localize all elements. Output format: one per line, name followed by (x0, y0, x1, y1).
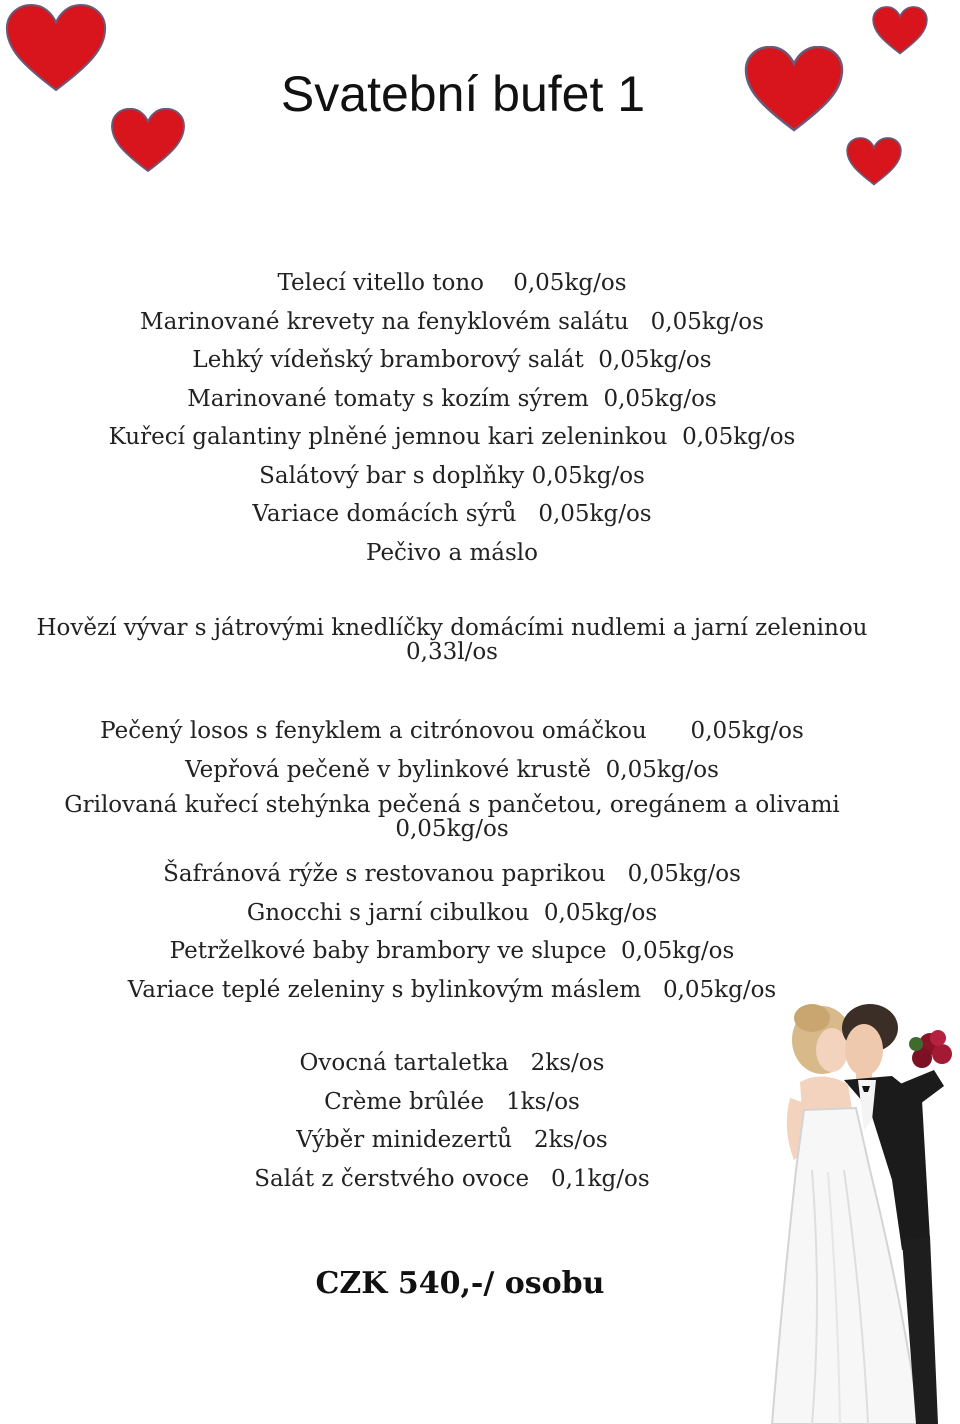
menu-item: Grilovaná kuřecí stehýnka pečená s pančetou, oregánem a olivami 0,05kg/os (64, 792, 840, 842)
menu-item: Petrželkové baby brambory ve slupce 0,05kg/os (169, 938, 735, 964)
menu-item: Marinované tomaty s kozím sýrem 0,05kg/os (187, 385, 717, 412)
menu-item: Hovězí vývar s játrovými knedlíčky domácími nudlemi a jarní zeleninou 0,33l/os (36, 615, 868, 665)
menu-item: Ovocná tartaletka 2ks/os (299, 1050, 605, 1076)
main-course-section (0, 712, 904, 1009)
menu-item: Šafránová rýže s restovanou paprikou 0,05kg/os (163, 861, 741, 887)
menu-item: Variace teplé zeleniny s bylinkovým máslem 0,05kg/os (127, 976, 777, 1003)
menu-item: Salát z čerstvého ovoce 0,1kg/os (254, 1165, 650, 1192)
menu-item: Výběr minidezertů 2ks/os (296, 1127, 608, 1153)
menu-item: Salátový bar s doplňky 0,05kg/os (259, 462, 645, 489)
wedding-couple-figurine-icon (752, 1000, 960, 1424)
soup-section (0, 613, 904, 675)
menu-item: Lehký vídeňský bramborový salát 0,05kg/os (192, 347, 712, 373)
page-title: Svatební bufet 1 (280, 66, 646, 122)
menu-item: Telecí vitello tono 0,05kg/os (277, 270, 627, 296)
menu-item: Kuřecí galantiny plněné jemnou kari zeleninkou 0,05kg/os (108, 424, 796, 450)
menu-item: Vepřová pečeně v bylinkové krustě 0,05kg/os (185, 756, 719, 783)
heart-icon (846, 136, 902, 188)
price-per-person: CZK 540,-/ osobu (315, 1266, 605, 1301)
menu-item: Marinované krevety na fenyklovém salátu 0,05kg/os (140, 308, 764, 335)
menu-item: Pečený losos s fenyklem a citrónovou omáčkou 0,05kg/os (100, 718, 804, 744)
menu-item: Crème brûlée 1ks/os (324, 1088, 580, 1115)
menu-item: Pečivo a máslo (366, 539, 538, 566)
cold-buffet-section (0, 264, 904, 572)
menu-item: Variace domácích sýrů 0,05kg/os (252, 501, 652, 527)
heart-icon (872, 6, 928, 56)
menu-item: Gnocchi s jarní cibulkou 0,05kg/os (246, 899, 658, 926)
